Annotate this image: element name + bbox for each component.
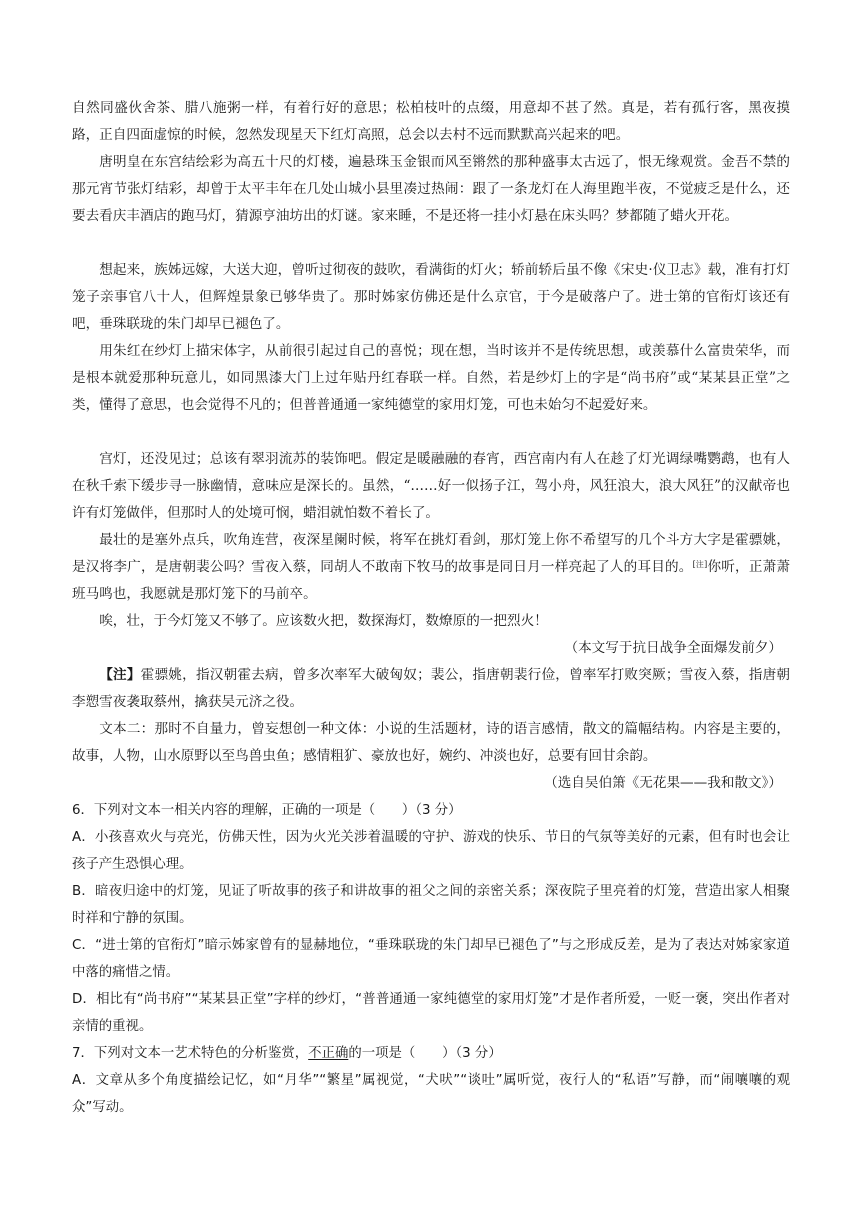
footnote	[72, 662, 790, 716]
passage-paragraph: 想起来，族姊远嫁，大送大迎，曾听过彻夜的鼓吹，看满街的灯火；轿前轿后虽不像《宋史·仪卫志》载，准有打灯笼子亲事官八十人，但辉煌景象已够华贵了。那时姊家仿佛还是什么京官，于今是破落户了。进士第的官衔灯该还有吧，垂珠联珑的朱门却早已褪色了。	[72, 262, 790, 332]
passage-text: 最壮的是塞外点兵，吹角连营，夜深星阑时候，将军在挑灯看剑，那灯笼上你不希望写的几个斗方大字是霍骠姚，是汉将李广，是唐朝裴公吗？雪夜入蔡，同胡人不敢南下牧马的故事是同日月一样亮起了人的耳目的。	[72, 532, 790, 575]
question-7-stem-text: 7．下列对文本一艺术特色的分析鉴赏，	[72, 1046, 309, 1061]
passage-paragraph: 唉，壮，于今灯笼又不够了。应该数火把，数探海灯，数燎原的一把烈火！	[99, 613, 548, 629]
footnote-text: 霍骠姚，指汉朝霍去病，曾多次率军大破匈奴；裴公，指唐朝裴行俭，曾率军打败突厥；雪夜入蔡，指唐朝李愬雪夜袭取蔡州，擒获吴元济之役。	[72, 667, 791, 710]
footnote-label: 【注】	[99, 667, 141, 683]
passage-paragraph	[72, 527, 790, 608]
passage-paragraph: 用朱红在纱灯上描宋体字，从前很引起过自己的喜悦；现在想，当时该并不是传统思想，或羡慕什么富贵荣华，而是根本就爱那种玩意儿，如同黑漆大门上过年贴丹红春联一样。自然，若是纱灯上的字是“尚书府”或“某某县正堂”之类，懂得了意思，也会觉得不凡的；但普普通通一家纯德堂的家用灯笼，可也未始匀不起爱好来。	[72, 343, 790, 413]
question-6-stem: 6．下列对文本一相关内容的理解，正确的一项是（ ）（3 分）	[72, 803, 462, 818]
question-6-option-b: B．暗夜归途中的灯笼，见证了听故事的孩子和讲故事的祖父之间的亲密关系；深夜院子里亮着的灯笼，营造出家人相聚时祥和宁静的氛围。	[72, 884, 790, 926]
passage-paragraph: 宫灯，还没见过；总该有翠羽流苏的装饰吧。假定是暖融融的春宵，西宫南内有人在趁了灯光调绿嘴鹦鹉，也有人在秋千索下缓步寻一脉幽情，意味应是深长的。虽然，“……好一似扬子江，驾小舟，风狂浪大，浪大风狂”的汉献帝也许有灯笼做伴，但那时人的处境可悯，蜡泪就怕数不着长了。	[72, 451, 790, 521]
question-7-option-a: A．文章从多个角度描绘记忆，如“月华”“繁星”属视觉，“犬吠”“谈吐”属听觉，夜行人的“私语”写静，而“闹嚷嚷的观众”写动。	[72, 1073, 790, 1115]
question-7-stem-text: 的一项是（ ）（3 分）	[348, 1046, 502, 1061]
footnote-marker: [注]	[692, 560, 708, 569]
source-citation: （选自吴伯箫《无花果——我和散文》）	[544, 775, 782, 791]
text-two: 文本二：那时不自量力，曾妄想创一种文体：小说的生活题材，诗的语言感情，散文的篇幅结构。内容是主要的，故事，人物，山水原野以至鸟兽虫鱼；感情粗犷、豪放也好，婉约、冲淡也好，总要有回甘余韵。	[72, 721, 790, 764]
passage-paragraph: 唐明皇在东宫结绘彩为高五十尺的灯楼，遍悬珠玉金银而风至锵然的那种盛事太古远了，恨无缘观赏。金吾不禁的那元宵节张灯结彩，却曾于太平丰年在几处山城小县里凑过热闹：跟了一条龙灯在人海里跑半夜，不觉疲乏是什么，还要去看庆丰酒店的跑马灯，猜源亨油坊出的灯谜。家来睡，不是还将一挂小灯悬在床头吗？梦都随了蜡火开花。	[72, 154, 790, 224]
question-7-emphasis: 不正确	[308, 1046, 349, 1061]
passage-paragraph: 自然同盛伙舍茶、腊八施粥一样，有着行好的意思；松柏枝叶的点缀，用意却不甚了然。真是，若有孤行客，黑夜摸路，正自四面虚惊的时候，忽然发现星天下红灯高照，总会以去村不远而默默高兴起来的吧。	[72, 100, 790, 143]
question-6-option-c: C．“进士第的官衔灯”暗示姊家曾有的显赫地位，“垂珠联珑的朱门却早已褪色了”与之形成反差，是为了表达对姊家家道中落的痛惜之情。	[72, 938, 790, 980]
question-6-option-d: D．相比有“尚书府”“某某县正堂”字样的纱灯，“普普通通一家纯德堂的家用灯笼”才是作者所爱，一贬一褒，突出作者对亲情的重视。	[72, 992, 790, 1034]
dateline: （本文写于抗日战争全面爆发前夕）	[564, 640, 782, 656]
question-7-stem	[72, 1040, 790, 1067]
question-6-option-a: A．小孩喜欢火与亮光，仿佛天性，因为火光关涉着温暖的守护、游戏的快乐、节日的气氛等美好的元素，但有时也会让孩子产生恐惧心理。	[72, 830, 790, 872]
passage-text: 你听，正萧萧班马鸣也，我愿就是那灯笼下的马前卒。	[72, 559, 790, 602]
